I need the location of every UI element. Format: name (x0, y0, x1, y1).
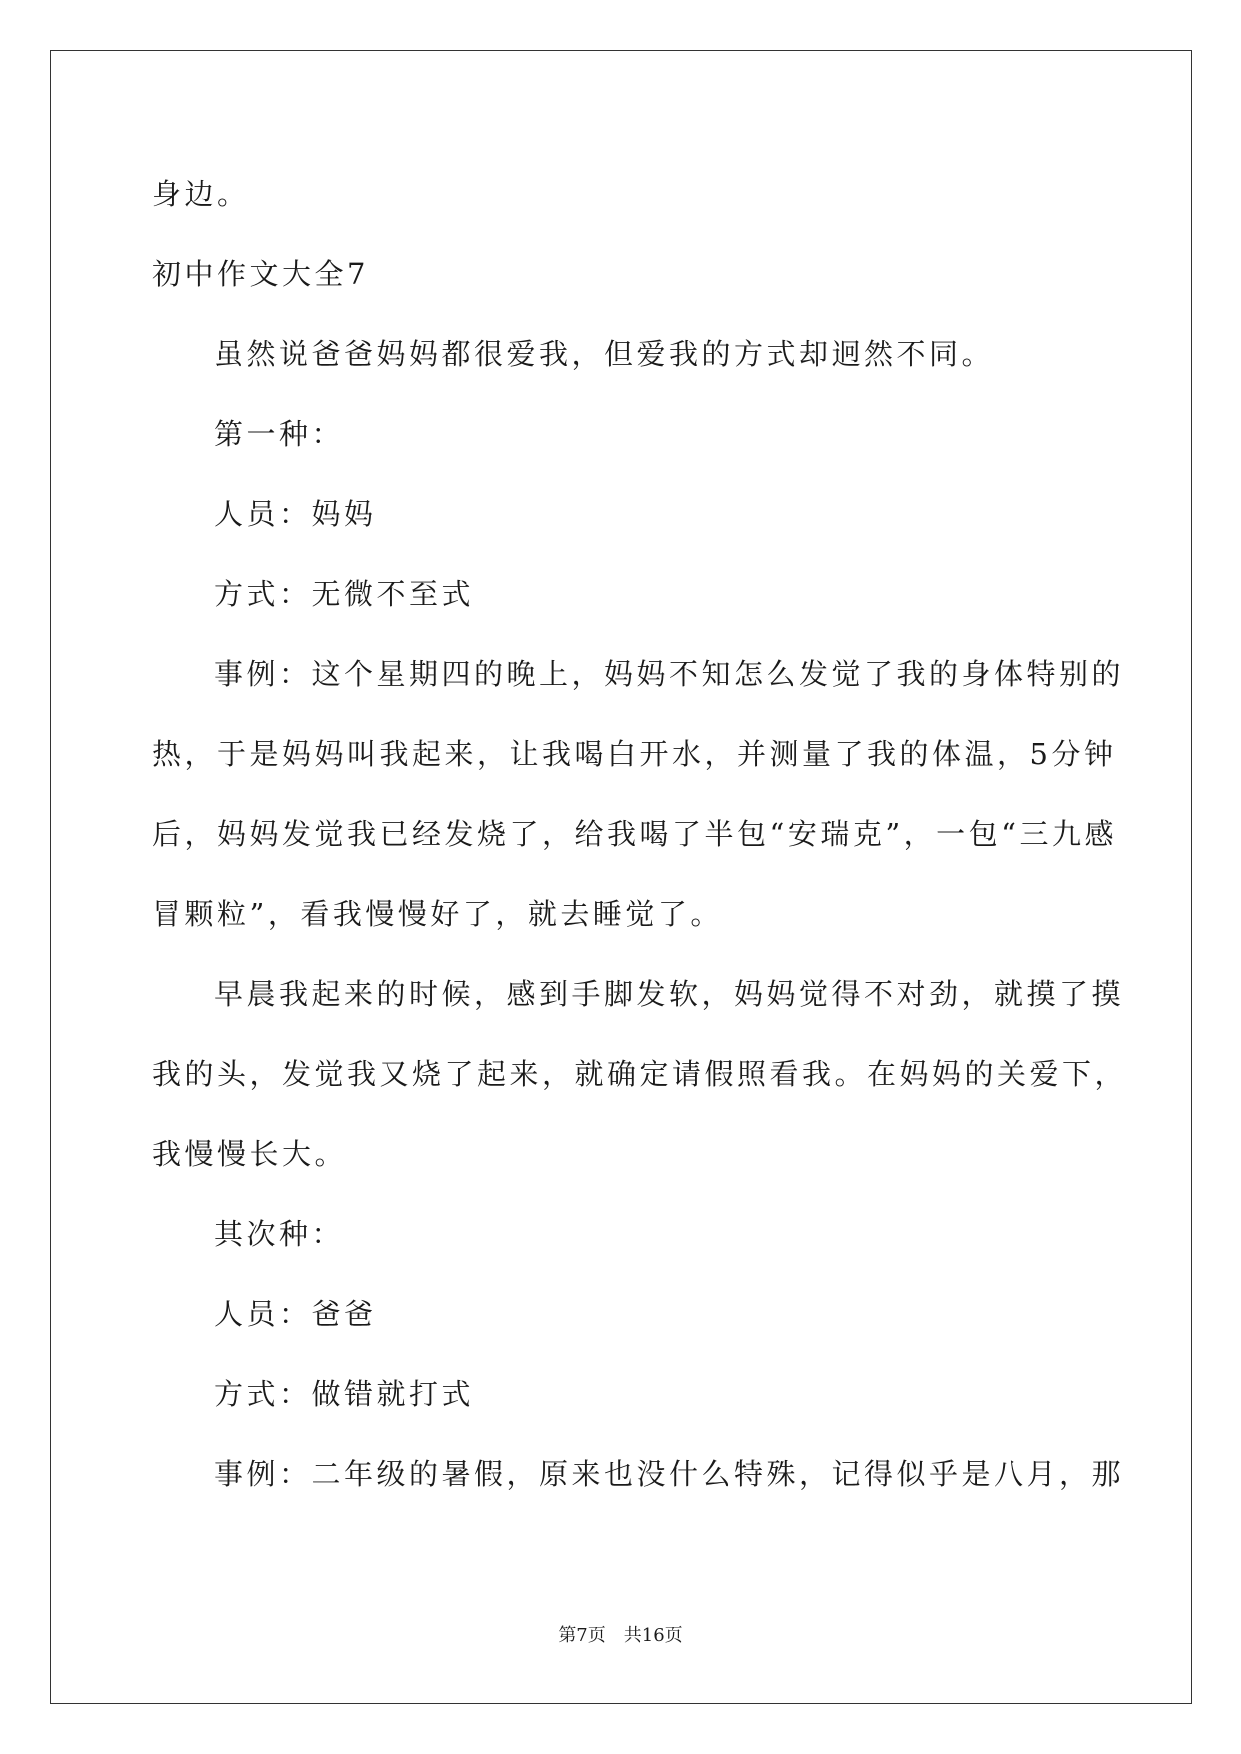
text-line-continuation: 身边。 (152, 177, 250, 211)
label-first-kind: 第一种： (214, 417, 345, 451)
label-method-dad: 方式：做错就打式 (214, 1377, 475, 1411)
label-second-kind: 其次种： (214, 1217, 345, 1251)
page-number-footer: 第7页 共16页 (558, 1625, 683, 1646)
paragraph-intro: 虽然说爸爸妈妈都很爱我，但爱我的方式却迥然不同。 (214, 337, 995, 371)
morning-paragraph-line-3: 我慢慢长大。 (152, 1137, 348, 1171)
example-mom-line-3: 后，妈妈发觉我已经发烧了，给我喝了半包“安瑞克”，一包“三九感 (152, 817, 1117, 851)
example-dad-line-1: 事例：二年级的暑假，原来也没什么特殊，记得似乎是八月，那 (214, 1457, 1125, 1491)
morning-paragraph-line-1: 早晨我起来的时候，感到手脚发软，妈妈觉得不对劲，就摸了摸 (214, 977, 1125, 1011)
morning-paragraph-line-2: 我的头，发觉我又烧了起来，就确定请假照看我。在妈妈的关爱下， (152, 1057, 1128, 1091)
section-heading: 初中作文大全7 (152, 257, 369, 291)
label-person-mom: 人员：妈妈 (214, 497, 377, 531)
label-person-dad: 人员：爸爸 (214, 1297, 377, 1331)
label-method-mom: 方式：无微不至式 (214, 577, 475, 611)
example-mom-line-2: 热，于是妈妈叫我起来，让我喝白开水，并测量了我的体温，5分钟 (152, 737, 1117, 771)
example-mom-line-1: 事例：这个星期四的晚上，妈妈不知怎么发觉了我的身体特别的 (214, 657, 1125, 691)
example-mom-line-4: 冒颗粒”，看我慢慢好了，就去睡觉了。 (152, 897, 723, 931)
